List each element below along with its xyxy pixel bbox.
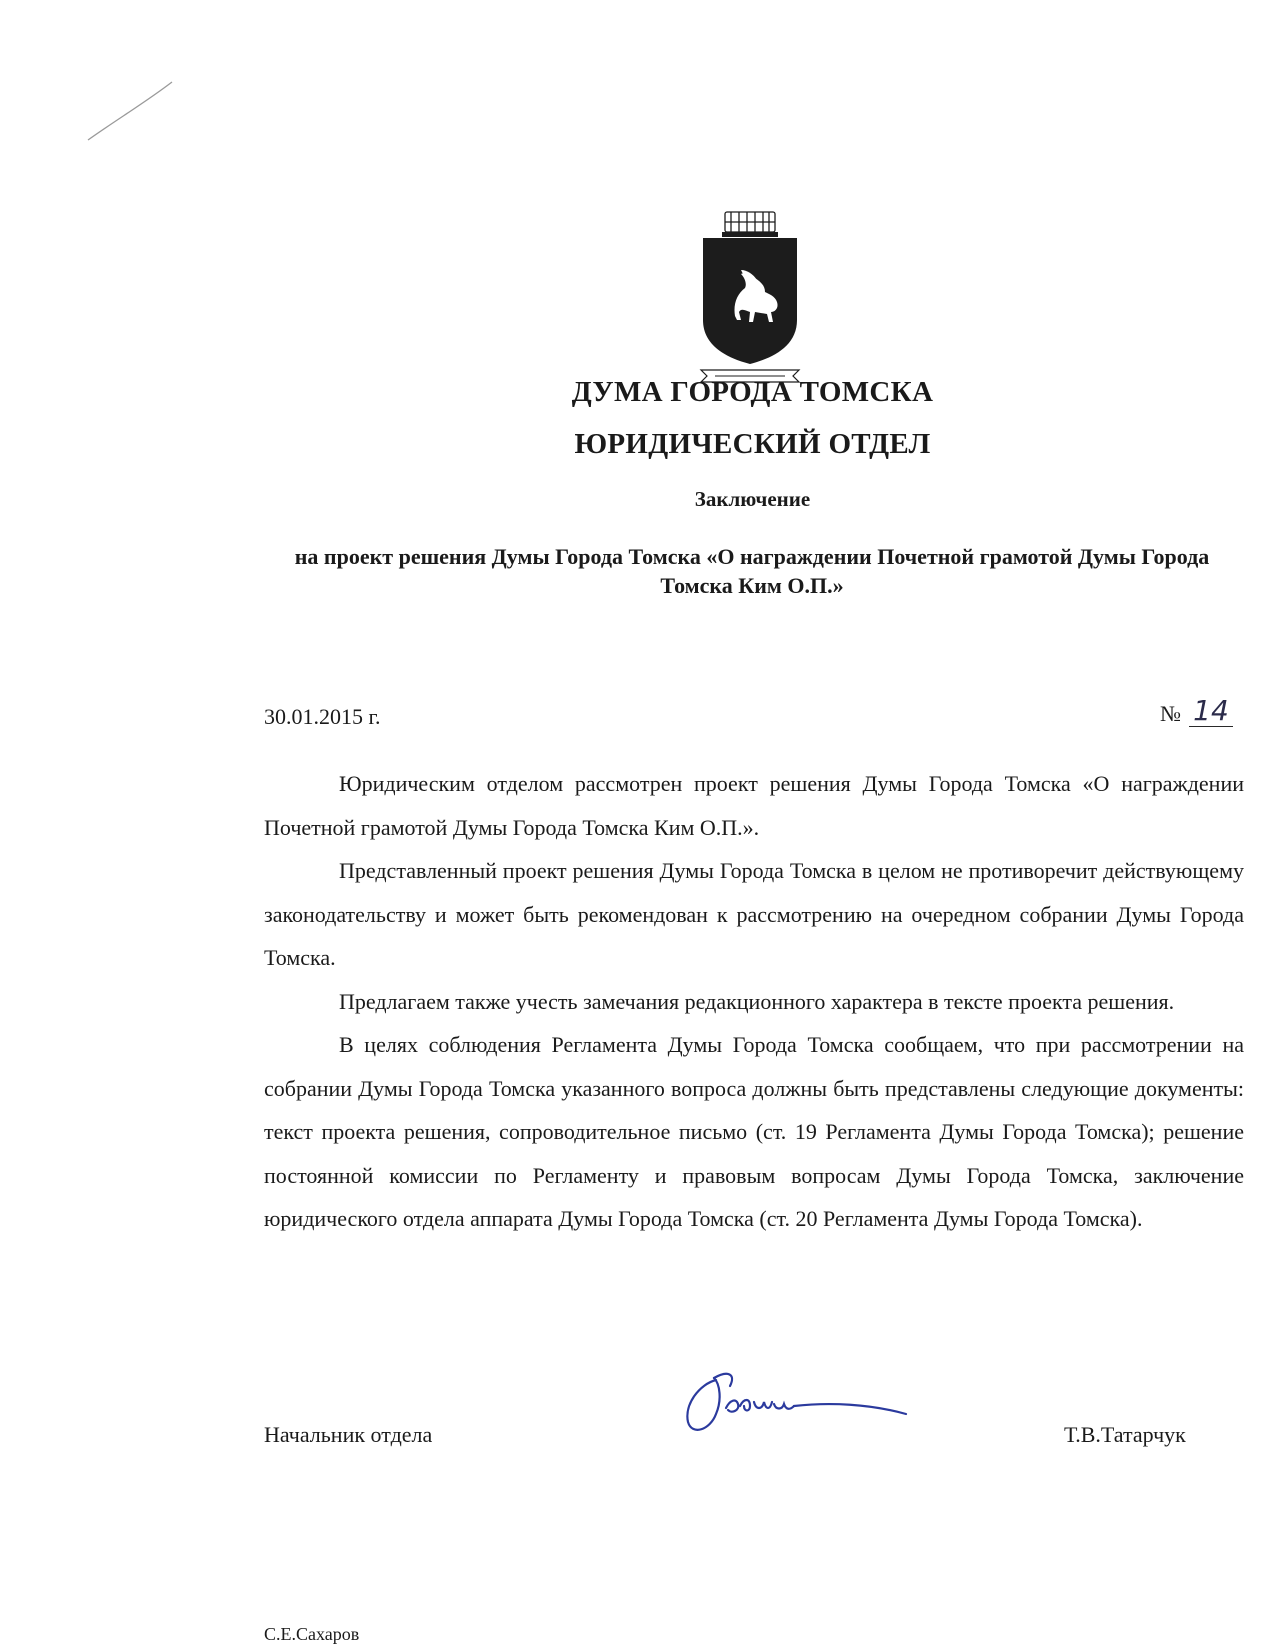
document-title: Заключение [694, 487, 811, 511]
signer-name: Т.В.Татарчук [1064, 1422, 1186, 1447]
org-name-line1: ДУМА ГОРОДА ТОМСКА [571, 376, 934, 408]
executor-name: С.Е.Сахаров [264, 1624, 360, 1644]
document-number [1160, 696, 1233, 727]
signer-role: Начальник отдела [264, 1422, 433, 1447]
body-paragraph: Предлагаем также учесть замечания редакционного характера в тексте проекта решения. [339, 988, 1175, 1014]
pencil-mark-icon [86, 80, 176, 150]
document-date: 30.01.2015 г. [264, 704, 381, 729]
handwritten-signature-icon [670, 1360, 950, 1450]
document-body [264, 762, 1244, 1241]
body-paragraph: В целях соблюдения Регламента Думы Города Томска сообщаем, что при рассмотрении на собрании Думы Города Томска указанного вопроса должны быть представлены следующие документы: текст проекта решения, сопроводительное письмо (ст. 19 Регламента Думы Города Томска); решение постоянной комиссии по Регламенту и правовым вопросам Думы Города Томска, заключение юридического отдела аппарата Думы Города Томска (ст. 20 Регламента Думы Города Томска). [264, 1032, 1244, 1231]
document-subject: на проект решения Думы Города Томска «О награждении Почетной грамотой Думы Города Томска Ким О.П.» [294, 544, 1210, 598]
number-value: 14 [1189, 696, 1233, 727]
body-paragraph: Юридическим отделом рассмотрен проект решения Думы Города Томска «О награждении Почетной грамотой Думы Города Томска Ким О.П.». [264, 771, 1244, 840]
body-paragraph: Представленный проект решения Думы Города Томска в целом не противоречит действующему законодательству и может быть рекомендован к рассмотрению на очередном собрании Думы Города Томска. [264, 858, 1244, 970]
number-label: № [1160, 701, 1181, 726]
org-department: ЮРИДИЧЕСКИЙ ОТДЕЛ [574, 428, 931, 460]
tomsk-coat-of-arms-icon [695, 208, 805, 383]
